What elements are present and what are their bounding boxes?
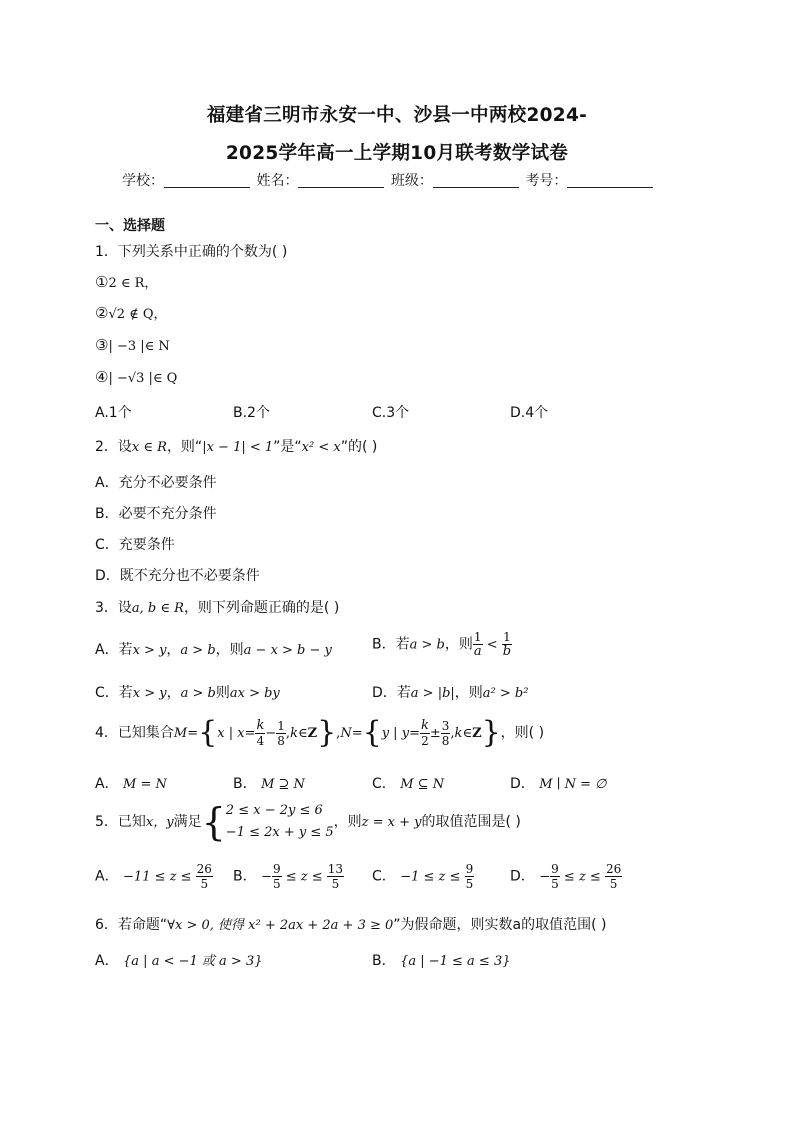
q3-option-c[interactable] bbox=[95, 682, 280, 702]
q3-option-c-cond2: a > b bbox=[180, 686, 216, 701]
q4-option-b-label: B． bbox=[233, 776, 257, 792]
q5-stem-suffix: 的取值范围是( ) bbox=[421, 814, 521, 830]
q5-option-c-label: C． bbox=[372, 868, 396, 885]
title-line-1: 福建省三明市永安一中、沙县一中两校2024- bbox=[206, 105, 588, 126]
q3-option-d-then: 则 bbox=[468, 685, 483, 701]
q2-option-a[interactable]: A．充分不必要条件 bbox=[95, 475, 217, 491]
q5-option-a-label: A． bbox=[95, 868, 119, 885]
q5-target: z = x + y bbox=[361, 815, 422, 830]
q2-condition-2: x² < x bbox=[301, 440, 341, 455]
q3-option-d-comma: ， bbox=[454, 685, 469, 701]
q3-stem-math: a, b ∈ R bbox=[131, 601, 184, 616]
q1-option-a[interactable]: A.1个 bbox=[95, 405, 132, 421]
q3-option-b-frac-2: $\frac{1}{b}$ bbox=[502, 630, 512, 659]
q5-option-a[interactable]: A． −11 ≤ z ≤ $\frac{26}{5}$ bbox=[95, 862, 212, 891]
q6-stem-suffix: ”为假命题，则实数a的取值范围( ) bbox=[393, 917, 607, 933]
exam-number-label: 考号： bbox=[525, 173, 568, 189]
q2-option-d[interactable]: D．既不充分也不必要条件 bbox=[95, 568, 260, 584]
q5-option-d-label: D． bbox=[510, 868, 535, 885]
q3-option-a-then: 则 bbox=[229, 642, 244, 658]
q5-option-c[interactable]: C． −1 ≤ z ≤ $\frac{9}{5}$ bbox=[372, 862, 474, 891]
q1-item-2-mark: ② bbox=[95, 304, 109, 322]
q2-option-b[interactable]: B．必要不充分条件 bbox=[95, 506, 217, 522]
school-label: 学校： bbox=[122, 173, 164, 189]
q4-option-d[interactable] bbox=[510, 773, 606, 793]
q3-option-b[interactable]: B．若a > b，则 $\frac{1}{a}$ < $\frac{1}{b}$ bbox=[372, 630, 512, 659]
q3-option-a[interactable] bbox=[95, 639, 332, 659]
exam-number-blank[interactable] bbox=[567, 173, 653, 188]
q2-option-c[interactable]: C．充要条件 bbox=[95, 537, 175, 553]
q5-stem-prefix: 5．已知 bbox=[95, 814, 146, 830]
q3-stem bbox=[95, 597, 339, 617]
q4-option-b[interactable] bbox=[233, 773, 305, 793]
q3-stem-prefix: 3．设 bbox=[95, 600, 132, 616]
q3-option-b-then: 则 bbox=[458, 636, 473, 653]
q2-stem bbox=[95, 436, 377, 456]
q3-stem-suffix: ，则下列命题正确的是( ) bbox=[183, 600, 340, 616]
class-label: 班级： bbox=[390, 173, 433, 189]
q1-option-c[interactable]: C.3个 bbox=[372, 405, 410, 421]
q5-inequality-1: 2 ≤ x − 2y ≤ 6 bbox=[225, 803, 323, 818]
q3-option-a-label: A．若 bbox=[95, 642, 133, 658]
q1-item-2 bbox=[95, 303, 167, 322]
q1-item-4-mark: ④ bbox=[95, 368, 109, 386]
q1-item-1-mark: ① bbox=[95, 273, 109, 291]
q6-stem-prefix: 6．若命题“ bbox=[95, 917, 168, 933]
q1-item-3-expr: | −3 |∈ N bbox=[108, 339, 170, 354]
name-blank[interactable] bbox=[298, 173, 384, 188]
q2-stem-text-2: ”是“ bbox=[273, 439, 302, 455]
q5-vars: x，y bbox=[145, 815, 174, 830]
q6-proposition: ∀x > 0, 使得 x² + 2ax + 2a + 3 ≥ 0 bbox=[167, 918, 394, 933]
q1-item-4 bbox=[95, 368, 177, 386]
title-line-2: 2025学年高一上学期10月联考数学试卷 bbox=[225, 143, 569, 164]
q1-item-4-expr: | −√3 |∈ Q bbox=[108, 371, 178, 386]
q1-option-d[interactable]: D.4个 bbox=[510, 405, 549, 421]
q4-option-a-label: A． bbox=[95, 776, 119, 792]
q5-stem: 5．已知x，y满足{ 2 ≤ x − 2y ≤ 6 −1 ≤ 2x + y ≤ 5 ，则z = x + y的取值范围是( ) bbox=[95, 800, 521, 844]
q3-option-b-label: B．若 bbox=[372, 636, 410, 653]
q4-set-m: M bbox=[173, 726, 188, 741]
q4-option-a[interactable] bbox=[95, 773, 167, 793]
q3-option-c-then: 则 bbox=[215, 685, 230, 701]
q1-item-2-expr: √2 ∉ Q， bbox=[108, 307, 167, 322]
q2-stem-prefix: 2．设 bbox=[95, 439, 132, 455]
q3-option-a-conclusion: a − x > b − y bbox=[243, 643, 332, 658]
q6-option-a[interactable] bbox=[95, 950, 262, 970]
q4-option-c-expr: M ⊆ N bbox=[400, 777, 445, 792]
q6-option-a-label: A． bbox=[95, 953, 119, 969]
q1-item-1-expr: 2 ∈ R， bbox=[108, 276, 158, 291]
q4-stem-prefix: 4．已知集合 bbox=[95, 725, 174, 741]
q4-stem: 4．已知集合M={x | x= $\frac{k}{4}$ − $\frac{1}{8}$ ,k∈Z},N={y | y= $\frac{k}{2}$ ± $\frac{3}{8}$ ,k∈Z}，则( ) bbox=[95, 715, 545, 750]
q4-set-n: N bbox=[340, 726, 352, 741]
q3-option-d-conclusion: a² > b² bbox=[482, 686, 529, 701]
q3-option-d-label: D．若 bbox=[372, 685, 411, 701]
q5-inequality-2: −1 ≤ 2x + y ≤ 5 bbox=[225, 825, 334, 840]
q2-stem-domain: x ∈ R bbox=[131, 440, 167, 455]
q3-option-a-comma: ， bbox=[166, 642, 181, 658]
q3-option-c-label: C．若 bbox=[95, 685, 133, 701]
q3-option-d-cond: a > |b| bbox=[410, 686, 455, 701]
q5-system bbox=[226, 800, 334, 844]
q6-option-a-expr: {a | a < −1 或 a > 3} bbox=[123, 954, 263, 969]
q3-option-a-cond1: x > y bbox=[132, 643, 167, 658]
q4-option-c[interactable] bbox=[372, 773, 444, 793]
student-info-row bbox=[122, 170, 682, 190]
q3-option-a-cond2: a > b bbox=[180, 643, 216, 658]
q4-stem-suffix: ，则( ) bbox=[500, 725, 545, 741]
q3-option-a-comma-2: ， bbox=[215, 642, 230, 658]
name-label: 姓名： bbox=[256, 173, 299, 189]
q1-stem: 1．下列关系中正确的个数为( ) bbox=[95, 244, 288, 260]
q2-stem-text: ，则“ bbox=[166, 439, 203, 455]
school-blank[interactable] bbox=[164, 173, 250, 188]
q1-item-1 bbox=[95, 272, 157, 291]
q6-option-b-expr: {a | −1 ≤ a ≤ 3} bbox=[400, 954, 511, 969]
q6-option-b[interactable] bbox=[372, 950, 511, 970]
q1-item-3 bbox=[95, 336, 170, 354]
q4-option-d-label: D． bbox=[510, 776, 535, 792]
q1-option-b[interactable]: B.2个 bbox=[233, 405, 270, 421]
q5-option-b-label: B． bbox=[233, 868, 257, 885]
class-blank[interactable] bbox=[433, 173, 519, 188]
q6-option-b-label: B． bbox=[372, 953, 396, 969]
section-title: 一、选择题 bbox=[95, 218, 165, 234]
q4-option-a-expr: M = N bbox=[123, 777, 167, 792]
q3-option-b-cond: a > b bbox=[409, 637, 445, 653]
q5-option-b[interactable]: B． − $\frac{9}{5}$ ≤ z ≤ $\frac{13}{5}$ bbox=[233, 862, 344, 891]
q4-option-d-expr: M ∣ N = ∅ bbox=[539, 777, 607, 792]
q5-stem-mid-2: ，则 bbox=[333, 814, 362, 830]
q3-option-c-cond1: x > y bbox=[132, 686, 167, 701]
q3-option-c-comma: ， bbox=[166, 685, 181, 701]
q6-stem bbox=[95, 914, 606, 934]
q2-stem-suffix: ”的( ) bbox=[340, 439, 378, 455]
q2-condition-1: |x − 1| < 1 bbox=[202, 440, 274, 455]
q4-option-b-expr: M ⊇ N bbox=[261, 777, 305, 792]
q3-option-d[interactable] bbox=[372, 682, 528, 702]
q3-option-b-comma: ， bbox=[444, 636, 459, 653]
q3-option-c-conclusion: ax > by bbox=[229, 686, 280, 701]
q4-option-c-label: C． bbox=[372, 776, 396, 792]
q1-item-3-mark: ③ bbox=[95, 336, 109, 354]
q3-option-b-frac-1: $\frac{1}{a}$ bbox=[473, 630, 482, 659]
q5-stem-mid: 满足 bbox=[173, 814, 202, 830]
q5-option-d[interactable]: D． − $\frac{9}{5}$ ≤ z ≤ $\frac{26}{5}$ bbox=[510, 862, 622, 891]
